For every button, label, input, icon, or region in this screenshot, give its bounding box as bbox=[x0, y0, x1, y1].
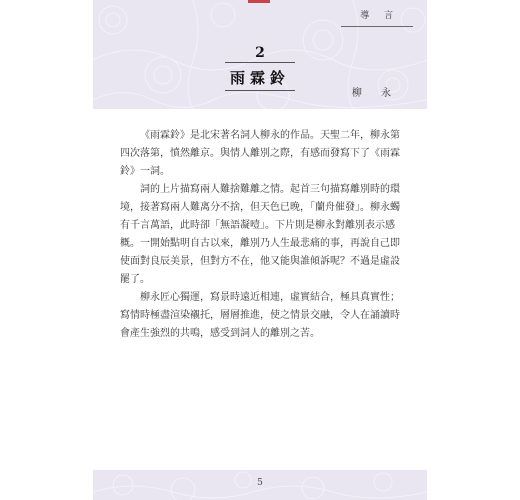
chapter-title: 雨霖鈴 bbox=[229, 69, 290, 87]
paragraph: 柳永匠心獨運，寫景時遠近相連，虛實結合，極具真實性；寫情時極盡渲染襯托，層層推進，使之情景交融，令人在誦讀時會產生強烈的共鳴，感受到詞人的離別之苦。 bbox=[120, 292, 400, 339]
section-label: 導 言 bbox=[360, 11, 399, 21]
header-band bbox=[93, 0, 427, 109]
body-text bbox=[120, 127, 409, 343]
paragraph: 《雨霖鈴》是北宋著名詞人柳永的作品。天聖二年，柳永第四次落第，憤然離京。與情人離別之際，有感而發寫下了《雨霖鈴》一詞。 bbox=[120, 130, 400, 177]
author-name: 柳 永 bbox=[351, 88, 399, 99]
title-rule-bottom bbox=[225, 90, 295, 91]
chapter-number: 2 bbox=[255, 45, 265, 61]
paragraph: 詞的上片描寫兩人難捨難離之情。起首三句描寫離別時的環境，接著寫兩人難离分不捨，但天色已晚，「蘭舟催發」。柳永蠋有千言萬語，此時卻「無語凝噎」。下片則是柳永對離別表示感概。一開始點明自古以來，離別乃人生最悲痛的事，再說自己即使面對良辰美景，但對方不在，他又能與誰傾訴呢？不過是虛設罷了。 bbox=[120, 184, 400, 285]
top-color-mark bbox=[248, 0, 270, 3]
page-number: 5 bbox=[257, 478, 263, 488]
section-rule bbox=[341, 26, 413, 27]
book-page bbox=[93, 0, 427, 500]
title-rule-top bbox=[225, 62, 295, 63]
